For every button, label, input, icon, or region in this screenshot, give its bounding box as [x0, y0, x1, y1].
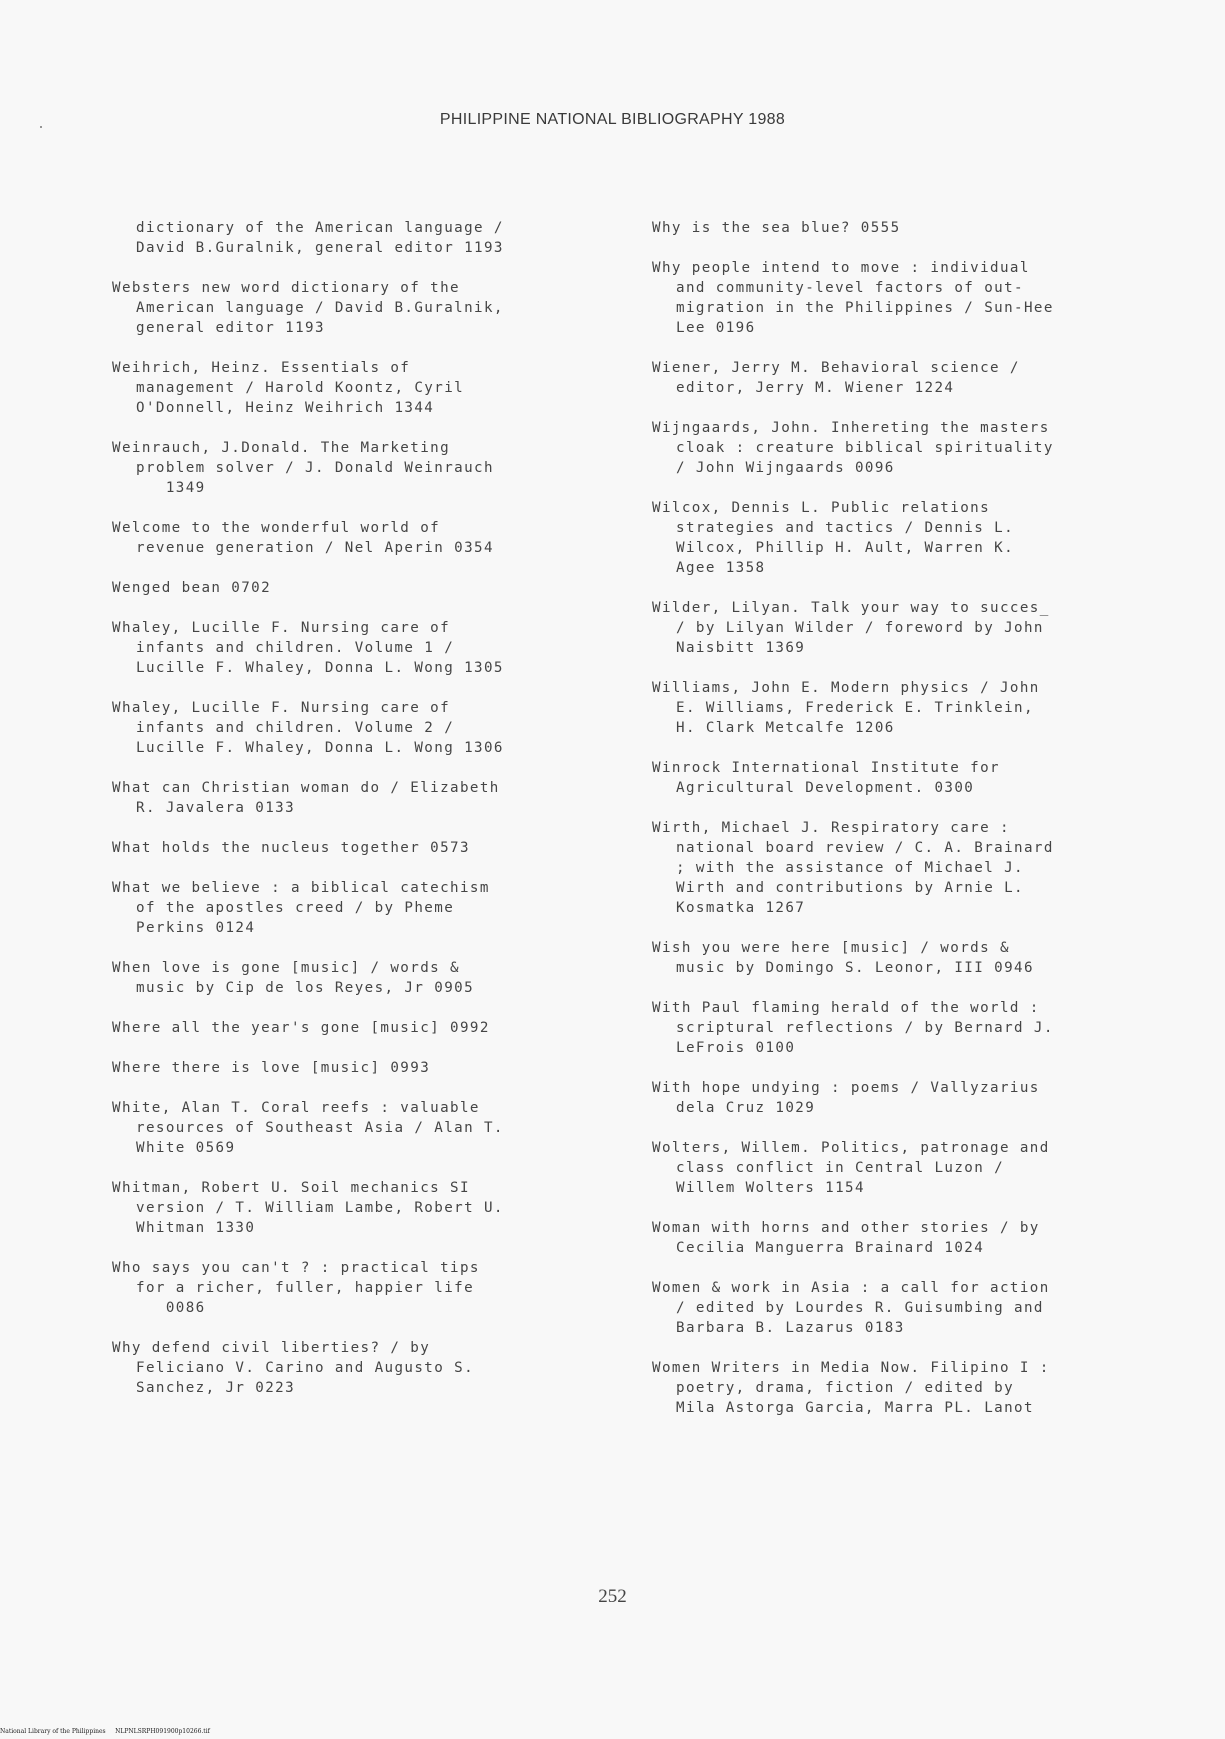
- page-header: PHILIPPINE NATIONAL BIBLIOGRAPHY 1988: [439, 111, 786, 128]
- bibliography-entry: Welcome to the wonderful world of revenue generation / Nel Aperin 0354: [112, 520, 494, 556]
- bibliography-entry: What holds the nucleus together 0573: [112, 840, 470, 856]
- bibliography-entry: With Paul flaming herald of the world : scriptural reflections / by Bernard J. LeFrois 0100: [652, 1000, 1054, 1056]
- bibliography-entry: Wiener, Jerry M. Behavioral science / editor, Jerry M. Wiener 1224: [652, 360, 1020, 396]
- scan-speck: [40, 126, 42, 128]
- bibliography-entry: Woman with horns and other stories / by Cecilia Manguerra Brainard 1024: [652, 1220, 1040, 1256]
- bibliography-entry: Weinrauch, J.Donald. The Marketing problem solver / J. Donald Weinrauch 1349: [112, 440, 494, 496]
- bibliography-entry: Wirth, Michael J. Respiratory care : national board review / C. A. Brainard ; with the assistance of Michael J. Wirth and contributions by Arnie L. Kosmatka 1267: [652, 820, 1054, 916]
- bibliography-entry: Whaley, Lucille F. Nursing care of infants and children. Volume 1 / Lucille F. Whaley, Donna L. Wong 1305: [112, 620, 504, 676]
- bibliography-entry: dictionary of the American language / David B.Guralnik, general editor 1193: [136, 220, 504, 256]
- left-column: [112, 218, 602, 1418]
- bibliography-entry: Where all the year's gone [music] 0992: [112, 1020, 490, 1036]
- bibliography-entry: Why is the sea blue? 0555: [652, 220, 901, 236]
- bibliography-entry: Williams, John E. Modern physics / John E. Williams, Frederick E. Trinklein, H. Clark Metcalfe 1206: [652, 680, 1040, 736]
- bibliography-entry: Wolters, Willem. Politics, patronage and class conflict in Central Luzon / Willem Wolters 1154: [652, 1140, 1050, 1196]
- bibliography-entry: With hope undying : poems / Vallyzarius dela Cruz 1029: [652, 1080, 1040, 1116]
- bibliography-entry: Who says you can't ? : practical tips for a richer, fuller, happier life 0086: [112, 1260, 480, 1316]
- bibliography-entry: Wish you were here [music] / words & music by Domingo S. Leonor, III 0946: [652, 940, 1034, 976]
- scan-footer-note: National Library of the Philippines NLPNLSRPH091900p10266.tif: [0, 1728, 210, 1735]
- bibliography-entry: What can Christian woman do / Elizabeth R. Javalera 0133: [112, 780, 500, 816]
- bibliography-entry: Women & work in Asia : a call for action / edited by Lourdes R. Guisumbing and Barbara B. Lazarus 0183: [652, 1280, 1050, 1336]
- page-number: 252: [598, 1586, 627, 1607]
- bibliography-entry: Wilcox, Dennis L. Public relations strategies and tactics / Dennis L. Wilcox, Phillip H. Ault, Warren K. Agee 1358: [652, 500, 1015, 576]
- bibliography-entry: Why defend civil liberties? / by Feliciano V. Carino and Augusto S. Sanchez, Jr 0223: [112, 1340, 475, 1396]
- bibliography-entry: Weihrich, Heinz. Essentials of management / Harold Koontz, Cyril O'Donnell, Heinz Weihrich 1344: [112, 360, 465, 416]
- bibliography-entry: Wenged bean 0702: [112, 580, 272, 596]
- bibliography-entry: What we believe : a biblical catechism of the apostles creed / by Pheme Perkins 0124: [112, 880, 490, 936]
- bibliography-entry: Wijngaards, John. Inhereting the masters cloak : creature biblical spirituality / John Wijngaards 0096: [652, 420, 1054, 476]
- bibliography-entry: Whaley, Lucille F. Nursing care of infants and children. Volume 2 / Lucille F. Whaley, Donna L. Wong 1306: [112, 700, 504, 756]
- right-column: [652, 218, 1142, 1438]
- bibliography-entry: White, Alan T. Coral reefs : valuable resources of Southeast Asia / Alan T. White 0569: [112, 1100, 504, 1156]
- bibliography-entry: Why people intend to move : individual and community-level factors of out- migration in the Philippines / Sun-Hee Lee 0196: [652, 260, 1054, 336]
- bibliography-entry: Winrock International Institute for Agricultural Development. 0300: [652, 760, 1000, 796]
- bibliography-entry: Where there is love [music] 0993: [112, 1060, 431, 1076]
- bibliography-entry: When love is gone [music] / words & music by Cip de los Reyes, Jr 0905: [112, 960, 475, 996]
- bibliography-entry: Wilder, Lilyan. Talk your way to succes_ / by Lilyan Wilder / foreword by John Naisbitt 1369: [652, 600, 1050, 656]
- bibliography-entry: Websters new word dictionary of the American language / David B.Guralnik, general editor 1193: [112, 280, 504, 336]
- bibliography-entry: Women Writers in Media Now. Filipino I : poetry, drama, fiction / edited by Mila Astorga Garcia, Marra PL. Lanot: [652, 1360, 1050, 1416]
- bibliography-entry: Whitman, Robert U. Soil mechanics SI version / T. William Lambe, Robert U. Whitman 1330: [112, 1180, 504, 1236]
